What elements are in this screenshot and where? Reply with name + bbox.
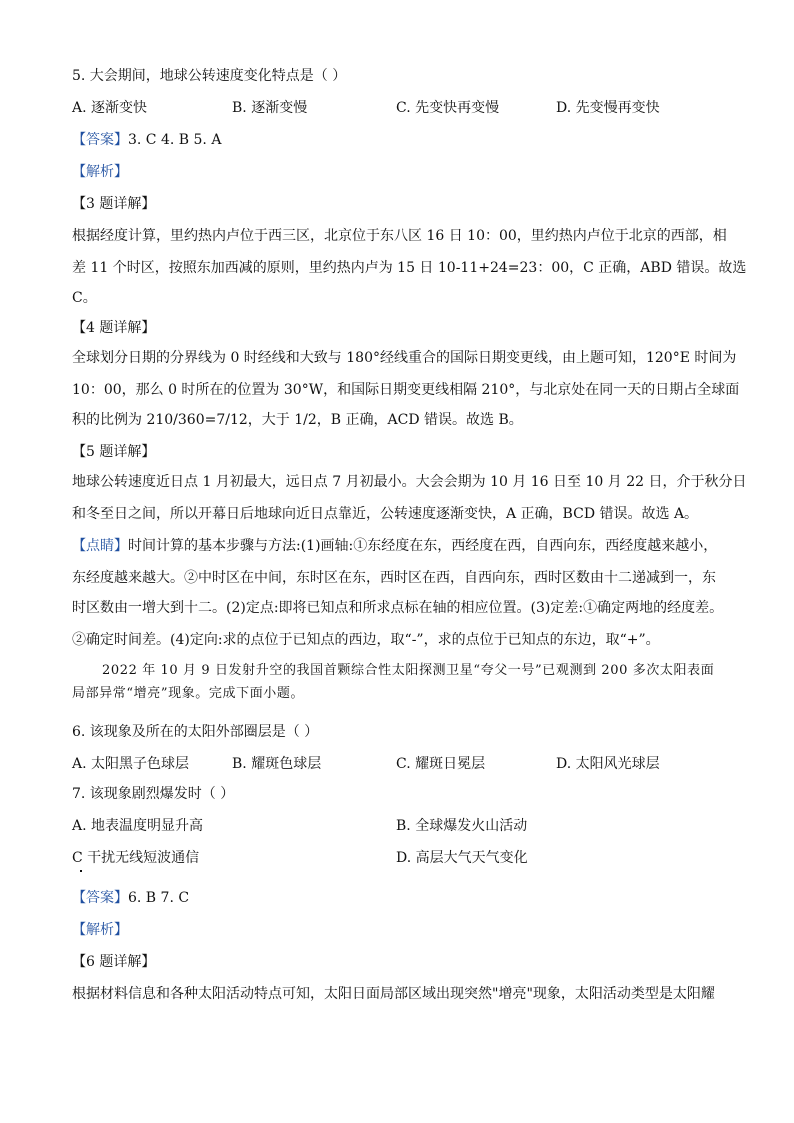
detail-3-line-1: 根据经度计算，里约热内卢位于西三区，北京位于东八区 16 日 10：00，里约热内卢位于北京的西部，相 — [72, 228, 727, 244]
question-7-option-a: A. 地表温度明显升高 — [72, 818, 204, 834]
detail-5-line-1: 地球公转速度近日点 1 月初最大，远日点 7 月初最小。大会会期为 10 月 16 日至 10 月 22 日，介于秋分日 — [72, 474, 747, 490]
question-7-option-d: D. 高层大气天气变化 — [396, 850, 528, 866]
question-6-option-d: D. 太阳风光球层 — [556, 756, 660, 772]
answer-values-2: 6. B 7. C — [128, 890, 190, 906]
detail-5-heading: 【5 题详解】 — [72, 444, 156, 460]
question-5-option-c: C. 先变快再变慢 — [396, 100, 500, 116]
detail-4-heading: 【4 题详解】 — [72, 320, 156, 336]
tip-line-4: ②确定时间差。(4)定向:求的点位于已知点的西边，取“-”，求的点位于已知点的东边，取“+”。 — [72, 632, 660, 648]
stray-dot — [80, 870, 82, 872]
question-7-stem: 7. 该现象剧烈爆发时（ ） — [72, 786, 235, 802]
analysis-label: 【解析】 — [72, 164, 128, 180]
answer-label: 【答案】 — [72, 132, 128, 148]
detail-4-line-3: 积的比例为 210/360=7/12，大于 1/2，B 正确，ACD 错误。故选 B。 — [72, 412, 523, 428]
analysis-label-2: 【解析】 — [72, 922, 128, 938]
question-7-option-b: B. 全球爆发火山活动 — [396, 818, 528, 834]
tip-line-1 — [72, 536, 717, 556]
detail-3-heading: 【3 题详解】 — [72, 196, 156, 212]
detail-4-line-1: 全球划分日期的分界线为 0 时经线和大致与 180°经线重合的国际日期变更线，由上题可知，120°E 时间为 — [72, 350, 737, 366]
question-7-option-c: C 干扰无线短波通信 — [72, 850, 200, 866]
answer-values: 3. C 4. B 5. A — [128, 132, 222, 148]
detail-4-line-2: 10：00，那么 0 时所在的位置为 30°W，和国际日期变更线相隔 210°，与北京处在同一天的日期占全球面 — [72, 382, 740, 398]
answer-line-2 — [72, 888, 189, 908]
answer-line-1 — [72, 130, 221, 150]
question-5-option-a: A. 逐渐变快 — [72, 100, 148, 116]
tip-line-2: 东经度越来越大。②中时区在中间，东时区在东，西时区在西，自西向东，西时区数由十二递减到一，东 — [72, 570, 716, 586]
detail-6-line-1: 根据材料信息和各种太阳活动特点可知，太阳日面局部区域出现突然"增亮"现象，太阳活动类型是太阳耀 — [72, 986, 715, 1002]
detail-3-line-2: 差 11 个时区，按照东加西减的原则，里约热内卢为 15 日 10-11+24=23：00，C 正确，ABD 错误。故选 — [72, 260, 747, 276]
question-6-stem: 6. 该现象及所在的太阳外部圈层是（ ） — [72, 724, 319, 740]
tip-line-3: 时区数由一增大到十二。(2)定点:即将已知点和所求点标在轴的相应位置。(3)定差:①确定两地的经度差。 — [72, 600, 724, 616]
answer-label-2: 【答案】 — [72, 890, 128, 906]
material-paragraph: 2022 年 10 月 9 日发射升空的我国首颗综合性太阳探测卫星“夸父一号”已观测到 200 多次太阳表面局部异常“增亮”现象。完成下面小题。 — [72, 663, 715, 701]
question-6-option-a: A. 太阳黑子色球层 — [72, 756, 190, 772]
question-6-option-c: C. 耀斑日冕层 — [396, 756, 486, 772]
question-5-stem: 5. 大会期间，地球公转速度变化特点是（ ） — [72, 68, 347, 84]
detail-3-line-3: C。 — [72, 290, 97, 306]
tip-label: 【点睛】 — [72, 538, 128, 554]
detail-6-heading: 【6 题详解】 — [72, 954, 156, 970]
tip-text-1: 时间计算的基本步骤与方法:(1)画轴:①东经度在东，西经度在西，自西向东，西经度越来越小， — [128, 538, 718, 554]
question-5-option-b: B. 逐渐变慢 — [232, 100, 308, 116]
detail-5-line-2: 和冬至日之间，所以开幕日后地球向近日点靠近，公转速度逐渐变快，A 正确，BCD 错误。故选 A。 — [72, 506, 699, 522]
question-5-option-d: D. 先变慢再变快 — [556, 100, 660, 116]
question-6-option-b: B. 耀斑色球层 — [232, 756, 322, 772]
